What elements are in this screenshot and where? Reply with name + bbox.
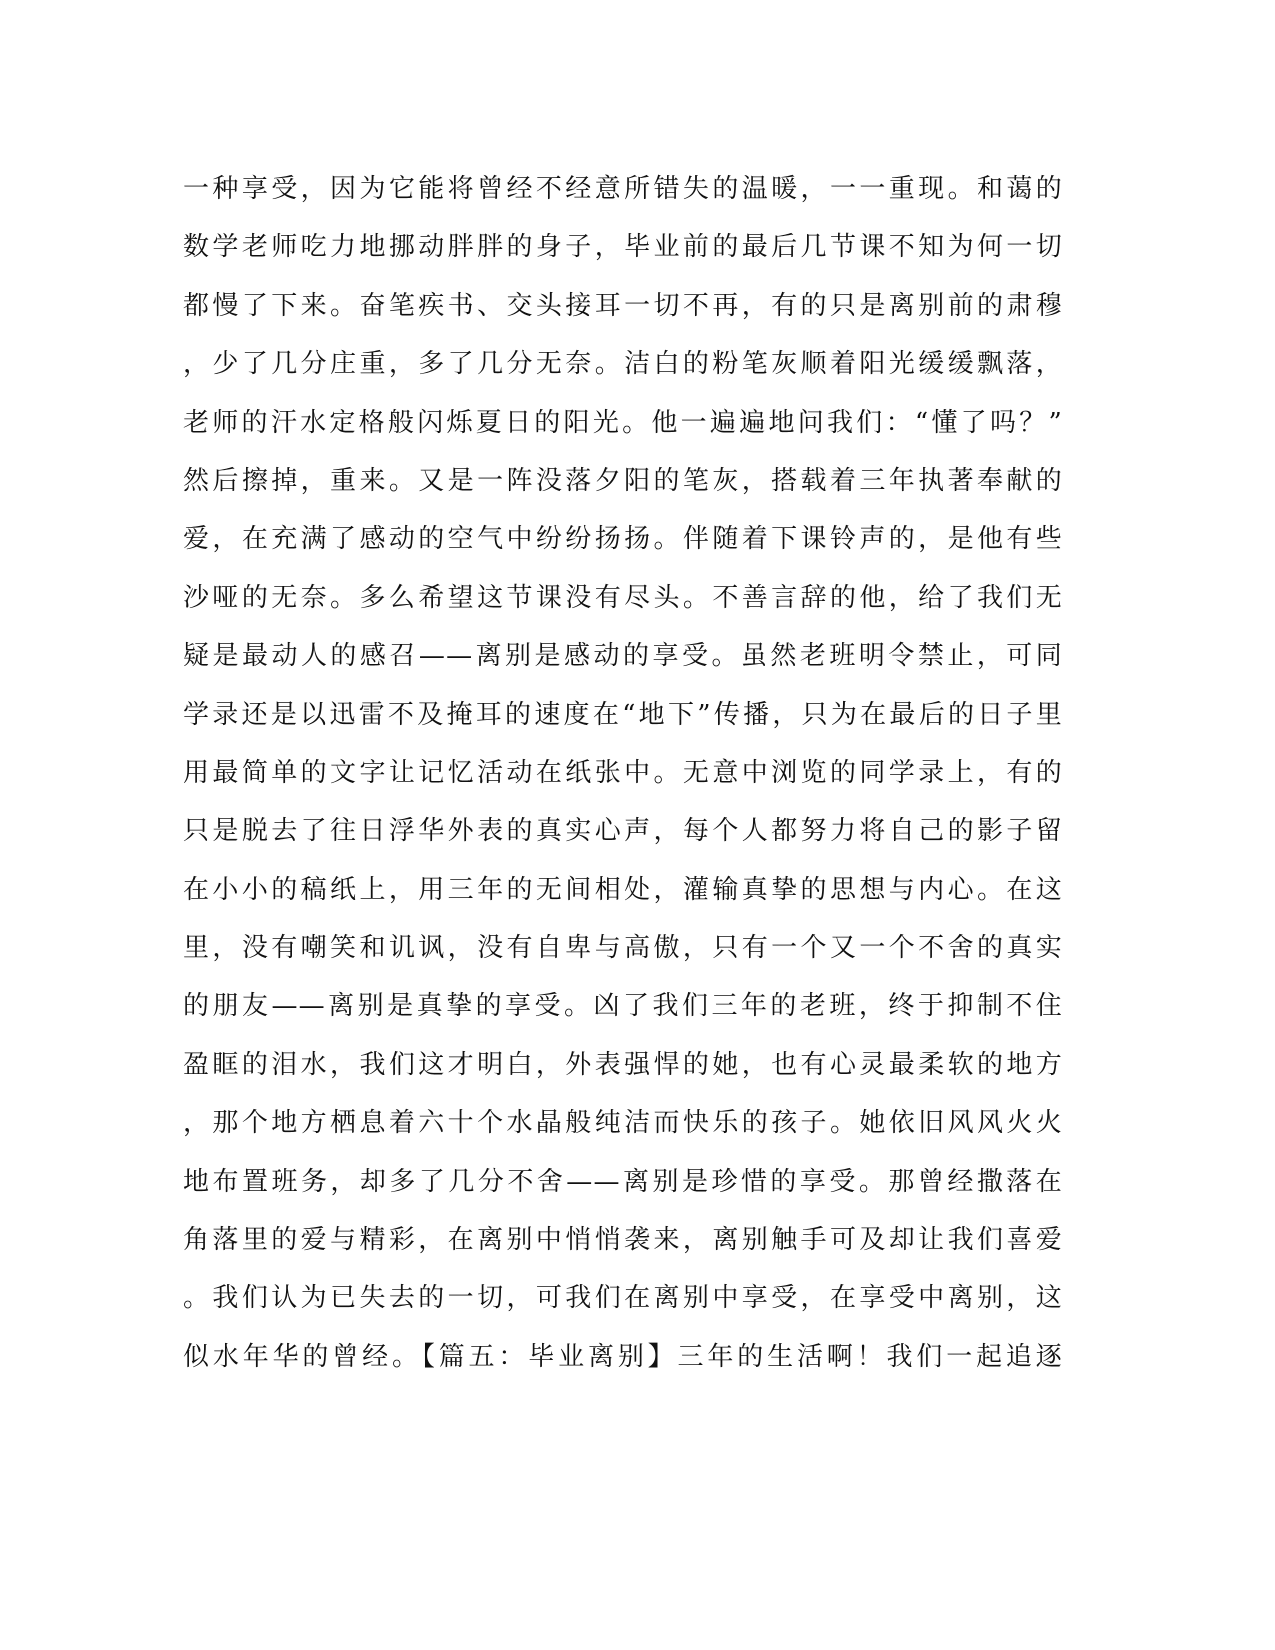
text-line: 只是脱去了往日浮华外表的真实心声，每个人都努力将自己的影子留 — [183, 816, 1063, 847]
text-line: 似水年华的曾经。【篇五：毕业离别】三年的生活啊！我们一起追逐 — [183, 1341, 1063, 1372]
text-line: 在小小的稿纸上，用三年的无间相处，灌输真挚的思想与内心。在这 — [183, 874, 1063, 905]
text-line: ，少了几分庄重，多了几分无奈。洁白的粉笔灰顺着阳光缓缓飘落， — [183, 349, 1063, 380]
text-line: 学录还是以迅雷不及掩耳的速度在“地下”传播，只为在最后的日子里 — [183, 699, 1063, 730]
text-line: 。我们认为已失去的一切，可我们在离别中享受，在享受中离别，这 — [183, 1283, 1063, 1314]
text-line: ，那个地方栖息着六十个水晶般纯洁而快乐的孩子。她依旧风风火火 — [183, 1108, 1063, 1139]
text-line: 老师的汗水定格般闪烁夏日的阳光。他一遍遍地问我们：“懂了吗？” — [183, 407, 1063, 438]
text-line: 的朋友——离别是真挚的享受。凶了我们三年的老班，终于抑制不住 — [183, 991, 1063, 1022]
text-line: 地布置班务，却多了几分不舍——离别是珍惜的享受。那曾经撒落在 — [183, 1166, 1063, 1197]
text-line: 一种享受，因为它能将曾经不经意所错失的温暖，一一重现。和蔼的 — [183, 174, 1063, 204]
text-line: 盈眶的泪水，我们这才明白，外表强悍的她，也有心灵最柔软的地方 — [183, 1049, 1063, 1080]
text-line: 数学老师吃力地挪动胖胖的身子，毕业前的最后几节课不知为何一切 — [183, 232, 1063, 263]
text-line: 角落里的爱与精彩，在离别中悄悄袭来，离别触手可及却让我们喜爱 — [183, 1225, 1063, 1256]
text-line: 用最简单的文字让记忆活动在纸张中。无意中浏览的同学录上，有的 — [183, 757, 1063, 788]
text-line: 里，没有嘲笑和讥讽，没有自卑与高傲，只有一个又一个不舍的真实 — [183, 933, 1063, 964]
text-line: 爱，在充满了感动的空气中纷纷扬扬。伴随着下课铃声的，是他有些 — [183, 524, 1063, 555]
text-line: 疑是最动人的感召——离别是感动的享受。虽然老班明令禁止，可同 — [183, 641, 1063, 672]
body-text — [183, 160, 1063, 1386]
text-line: 然后擦掉，重来。又是一阵没落夕阳的笔灰，搭载着三年执著奉献的 — [183, 465, 1063, 496]
text-line: 沙哑的无奈。多么希望这节课没有尽头。不善言辞的他，给了我们无 — [183, 582, 1063, 613]
text-line: 都慢了下来。奋笔疾书、交头接耳一切不再，有的只是离别前的肃穆 — [183, 290, 1063, 321]
